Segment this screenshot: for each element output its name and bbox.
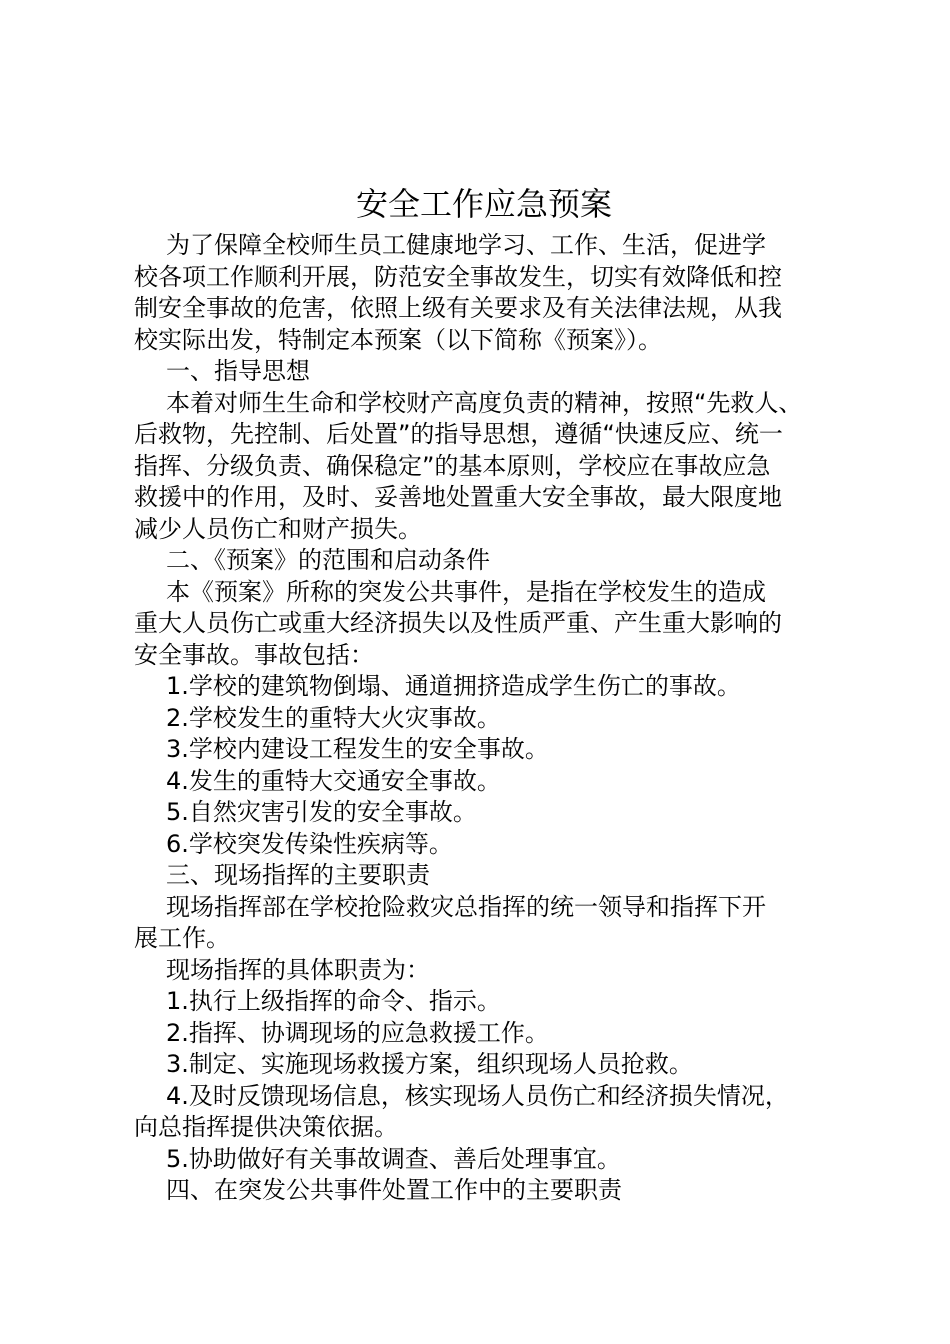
text-line: 校各项工作顺利开展，防范安全事故发生，切实有效降低和控 bbox=[134, 262, 782, 291]
text-line: 救援中的作用，及时、妥善地处置重大安全事故，最大限度地 bbox=[134, 483, 782, 511]
document-page bbox=[134, 178, 834, 1207]
text-line: 2.指挥、协调现场的应急救援工作。 bbox=[166, 1018, 549, 1047]
text-line: 4.发生的重特大交通安全事故。 bbox=[166, 766, 501, 795]
text-line: 向总指挥提供决策依据。 bbox=[134, 1113, 398, 1141]
text-line: 重大人员伤亡或重大经济损失以及性质严重、产生重大影响的 bbox=[134, 609, 782, 637]
document-body bbox=[134, 230, 834, 1207]
text-line: 现场指挥的具体职责为： bbox=[166, 955, 430, 984]
text-line: 5.自然灾害引发的安全事故。 bbox=[166, 798, 477, 826]
text-line: 5.协助做好有关事故调查、善后处理事宜。 bbox=[166, 1144, 621, 1173]
text-line: 一、指导思想 bbox=[166, 357, 310, 385]
document-title: 安全工作应急预案 bbox=[355, 185, 612, 223]
text-line: 三、现场指挥的主要职责 bbox=[166, 861, 430, 889]
text-line: 指挥、分级负责、确保稳定”的基本原则，学校应在事故应急 bbox=[134, 451, 771, 480]
text-line: 现场指挥部在学校抢险救灾总指挥的统一领导和指挥下开 bbox=[166, 892, 766, 921]
text-line: 校实际出发，特制定本预案（以下简称《预案》）。 bbox=[134, 325, 662, 354]
text-line: 1.学校的建筑物倒塌、通道拥挤造成学生伤亡的事故。 bbox=[166, 672, 741, 700]
text-line: 3.制定、实施现场救援方案，组织现场人员抢救。 bbox=[166, 1050, 693, 1078]
text-line: 减少人员伤亡和财产损失。 bbox=[134, 514, 422, 543]
text-line: 3.学校内建设工程发生的安全事故。 bbox=[166, 735, 549, 763]
text-line: 二、《预案》的范围和启动条件 bbox=[166, 546, 490, 574]
text-line: 本《预案》所称的突发公共事件，是指在学校发生的造成 bbox=[166, 577, 766, 606]
text-line: 展工作。 bbox=[134, 924, 230, 952]
text-line: 后救物，先控制、后处置”的指导思想，遵循“快速反应、统一 bbox=[134, 420, 783, 448]
text-line: 安全事故。事故包括： bbox=[134, 640, 374, 669]
text-line: 本着对师生生命和学校财产高度负责的精神，按照“先救人、 bbox=[166, 388, 803, 417]
text-line: 四、在突发公共事件处置工作中的主要职责 bbox=[166, 1176, 622, 1204]
text-line: 4.及时反馈现场信息，核实现场人员伤亡和经济损失情况， bbox=[166, 1081, 789, 1110]
text-line: 为了保障全校师生员工健康地学习、工作、生活，促进学 bbox=[166, 231, 766, 259]
text-line: 制安全事故的危害，依照上级有关要求及有关法律法规，从我 bbox=[134, 294, 782, 322]
text-line: 2.学校发生的重特大火灾事故。 bbox=[166, 703, 501, 732]
text-line: 6.学校突发传染性疾病等。 bbox=[166, 829, 453, 858]
text-line: 1.执行上级指挥的命令、指示。 bbox=[166, 987, 501, 1015]
